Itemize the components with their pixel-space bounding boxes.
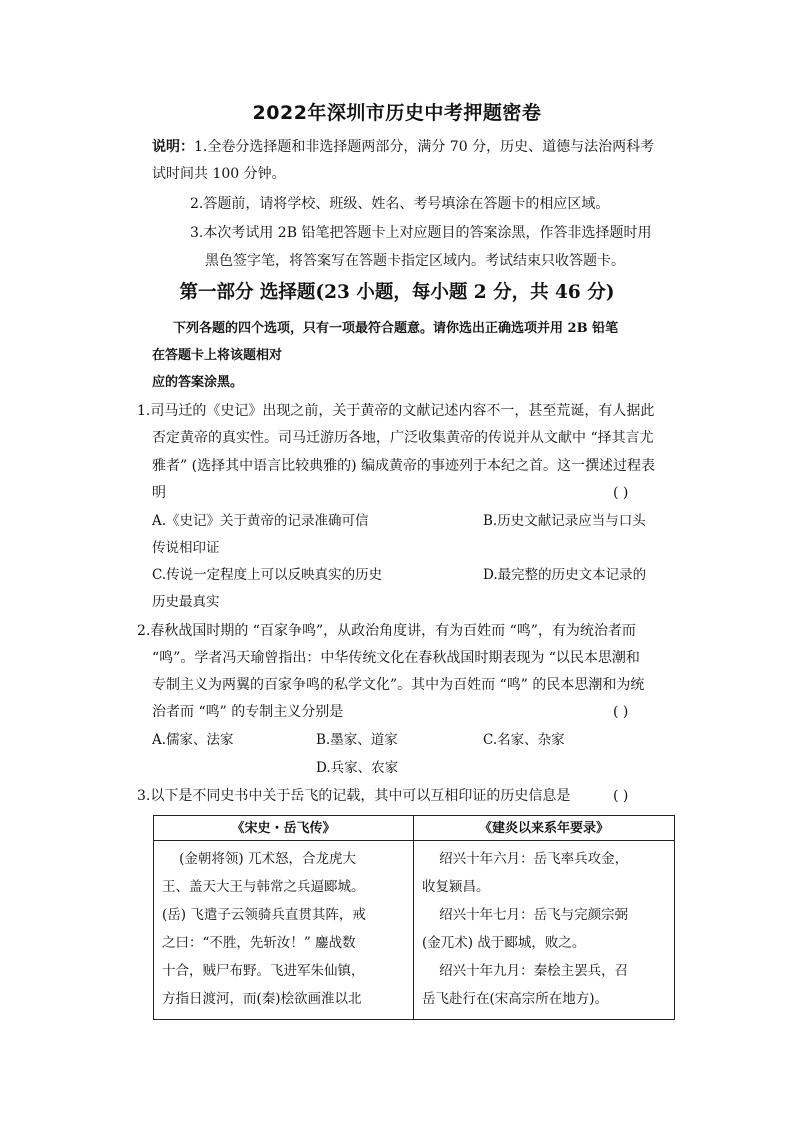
q2-stem-line: 专制主义为两翼的百家争鸣的私学文化”。其中为百姓而 “鸣” 的民本思潮和为统 [152,677,645,693]
instructions-line-1-cont: 试时间共 100 分钟。 [152,166,286,182]
jianyan-yaolu-excerpt [414,841,675,1020]
q2-option-d: D.兵家、农家 [316,760,399,776]
excerpt-line: (岳) 飞遣子云领骑兵直贯其阵，戒 [162,907,366,923]
excerpt-line: 十合，贼尸布野。飞进军朱仙镇， [162,963,365,979]
instructions-label: 说明： [152,139,194,155]
q2-option-c: C.名家、杂家 [483,732,565,748]
q1-option-c: C.传说一定程度上可以反映真实的历史 [152,567,383,583]
table-header-jianyan-yaolu: 《建炎以来系年要录》 [414,816,675,841]
instructions-line-1 [152,137,654,157]
q2-option-a: A.儒家、法家 [152,732,234,748]
q2-answer-paren: ( ) [613,704,629,720]
part-one-directive-3: 应的答案涂黑。 [152,375,244,390]
q3-stem-line: 3.以下是不同史书中关于岳飞的记载，其中可以互相印证的历史信息是 [137,788,571,804]
q1-option-b: B.历史文献记录应当与口头 [483,513,646,529]
q2-stem-line: 2.春秋战国时期的 “百家争鸣”，从政治角度讲，有为百姓而 “鸣”，有为统治者而 [137,623,636,639]
excerpt-line: 绍兴十年七月：岳飞与完颜宗弼 [422,907,629,923]
part-one-directive-2: 在答题卡上将该题相对 [152,348,283,363]
excerpt-line: 绍兴十年六月：岳飞率兵攻金， [422,851,629,867]
q3-source-table [153,815,675,1020]
excerpt-line: (金兀术) 战于郾城，败之。 [422,935,586,951]
q1-option-d: D.最完整的历史文本记录的 [483,567,647,583]
q1-answer-paren: ( ) [613,485,629,501]
q1-option-a: A.《史记》关于黄帝的记录准确可信 [152,513,369,529]
excerpt-line: 王、盖天大王与韩常之兵逼郾城。 [162,879,365,895]
q2-option-b: B.墨家、道家 [316,732,398,748]
q1-stem-line: 否定黄帝的真实性。司马迁游历各地，广泛收集黄帝的传说并从文献中 “择其言尤 [152,430,654,446]
q1-stem-line: 明 [152,485,166,501]
table-row [154,841,675,1020]
instructions-item-2: 2.答题前，请将学校、班级、姓名、考号填涂在答题卡的相应区域。 [190,196,610,212]
part-one-title: 第一部分 选择题(23 小题，每小题 2 分，共 46 分) [179,282,615,303]
instructions-item-3: 3.本次考试用 2B 铅笔把答题卡上对应题目的答案涂黑，作答非选择题时用 [190,225,652,241]
song-shi-excerpt [154,841,414,1020]
page-title: 2022年深圳市历史中考押题密卷 [252,102,542,124]
q1-option-b-cont: 传说相印证 [152,540,220,556]
q1-stem-line: 1.司马迁的《史记》出现之前，关于黄帝的文献记述内容不一，甚至荒诞，有人据此 [137,403,655,419]
q3-answer-paren: ( ) [613,788,629,804]
q1-stem-line: 雅者” (选择其中语言比较典雅的) 编成黄帝的事迹列于本纪之首。这一撰述过程表 [152,458,655,474]
q2-stem-line: “鸣”。学者冯天瑜曾指出：中华传统文化在春秋战国时期表现为 “以民本思潮和 [152,650,640,666]
part-one-directive-1: 下列各题的四个选项，只有一项最符合题意。请你选出正确选项并用 2B 铅笔 [173,321,619,336]
excerpt-line: 方指日渡河，而(秦)桧欲画淮以北 [162,991,362,1007]
table-header-song-shi: 《宋史・岳飞传》 [154,816,414,841]
excerpt-line: (金朝将领) 兀术怒，合龙虎大 [162,851,356,867]
excerpt-line: 绍兴十年九月：秦桧主罢兵，召 [422,963,629,979]
excerpt-line: 岳飞赴行在(宋高宗所在地方)。 [422,991,609,1007]
instructions-item-1: 1.全卷分选择题和非选择题两部分，满分 70 分，历史、道德与法治两科考 [194,139,655,155]
q2-stem-line: 治者而 “鸣” 的专制主义分别是 [152,704,344,720]
excerpt-line: 收复颍昌。 [422,879,490,895]
q1-option-d-cont: 历史最真实 [152,594,220,610]
table-header-row [154,816,675,841]
instructions-item-3-cont: 黑色签字笔，将答案写在答题卡指定区域内。考试结束只收答题卡。 [205,253,625,269]
excerpt-line: 之曰：“不胜，先斩汝！” 鏖战数 [162,935,356,951]
